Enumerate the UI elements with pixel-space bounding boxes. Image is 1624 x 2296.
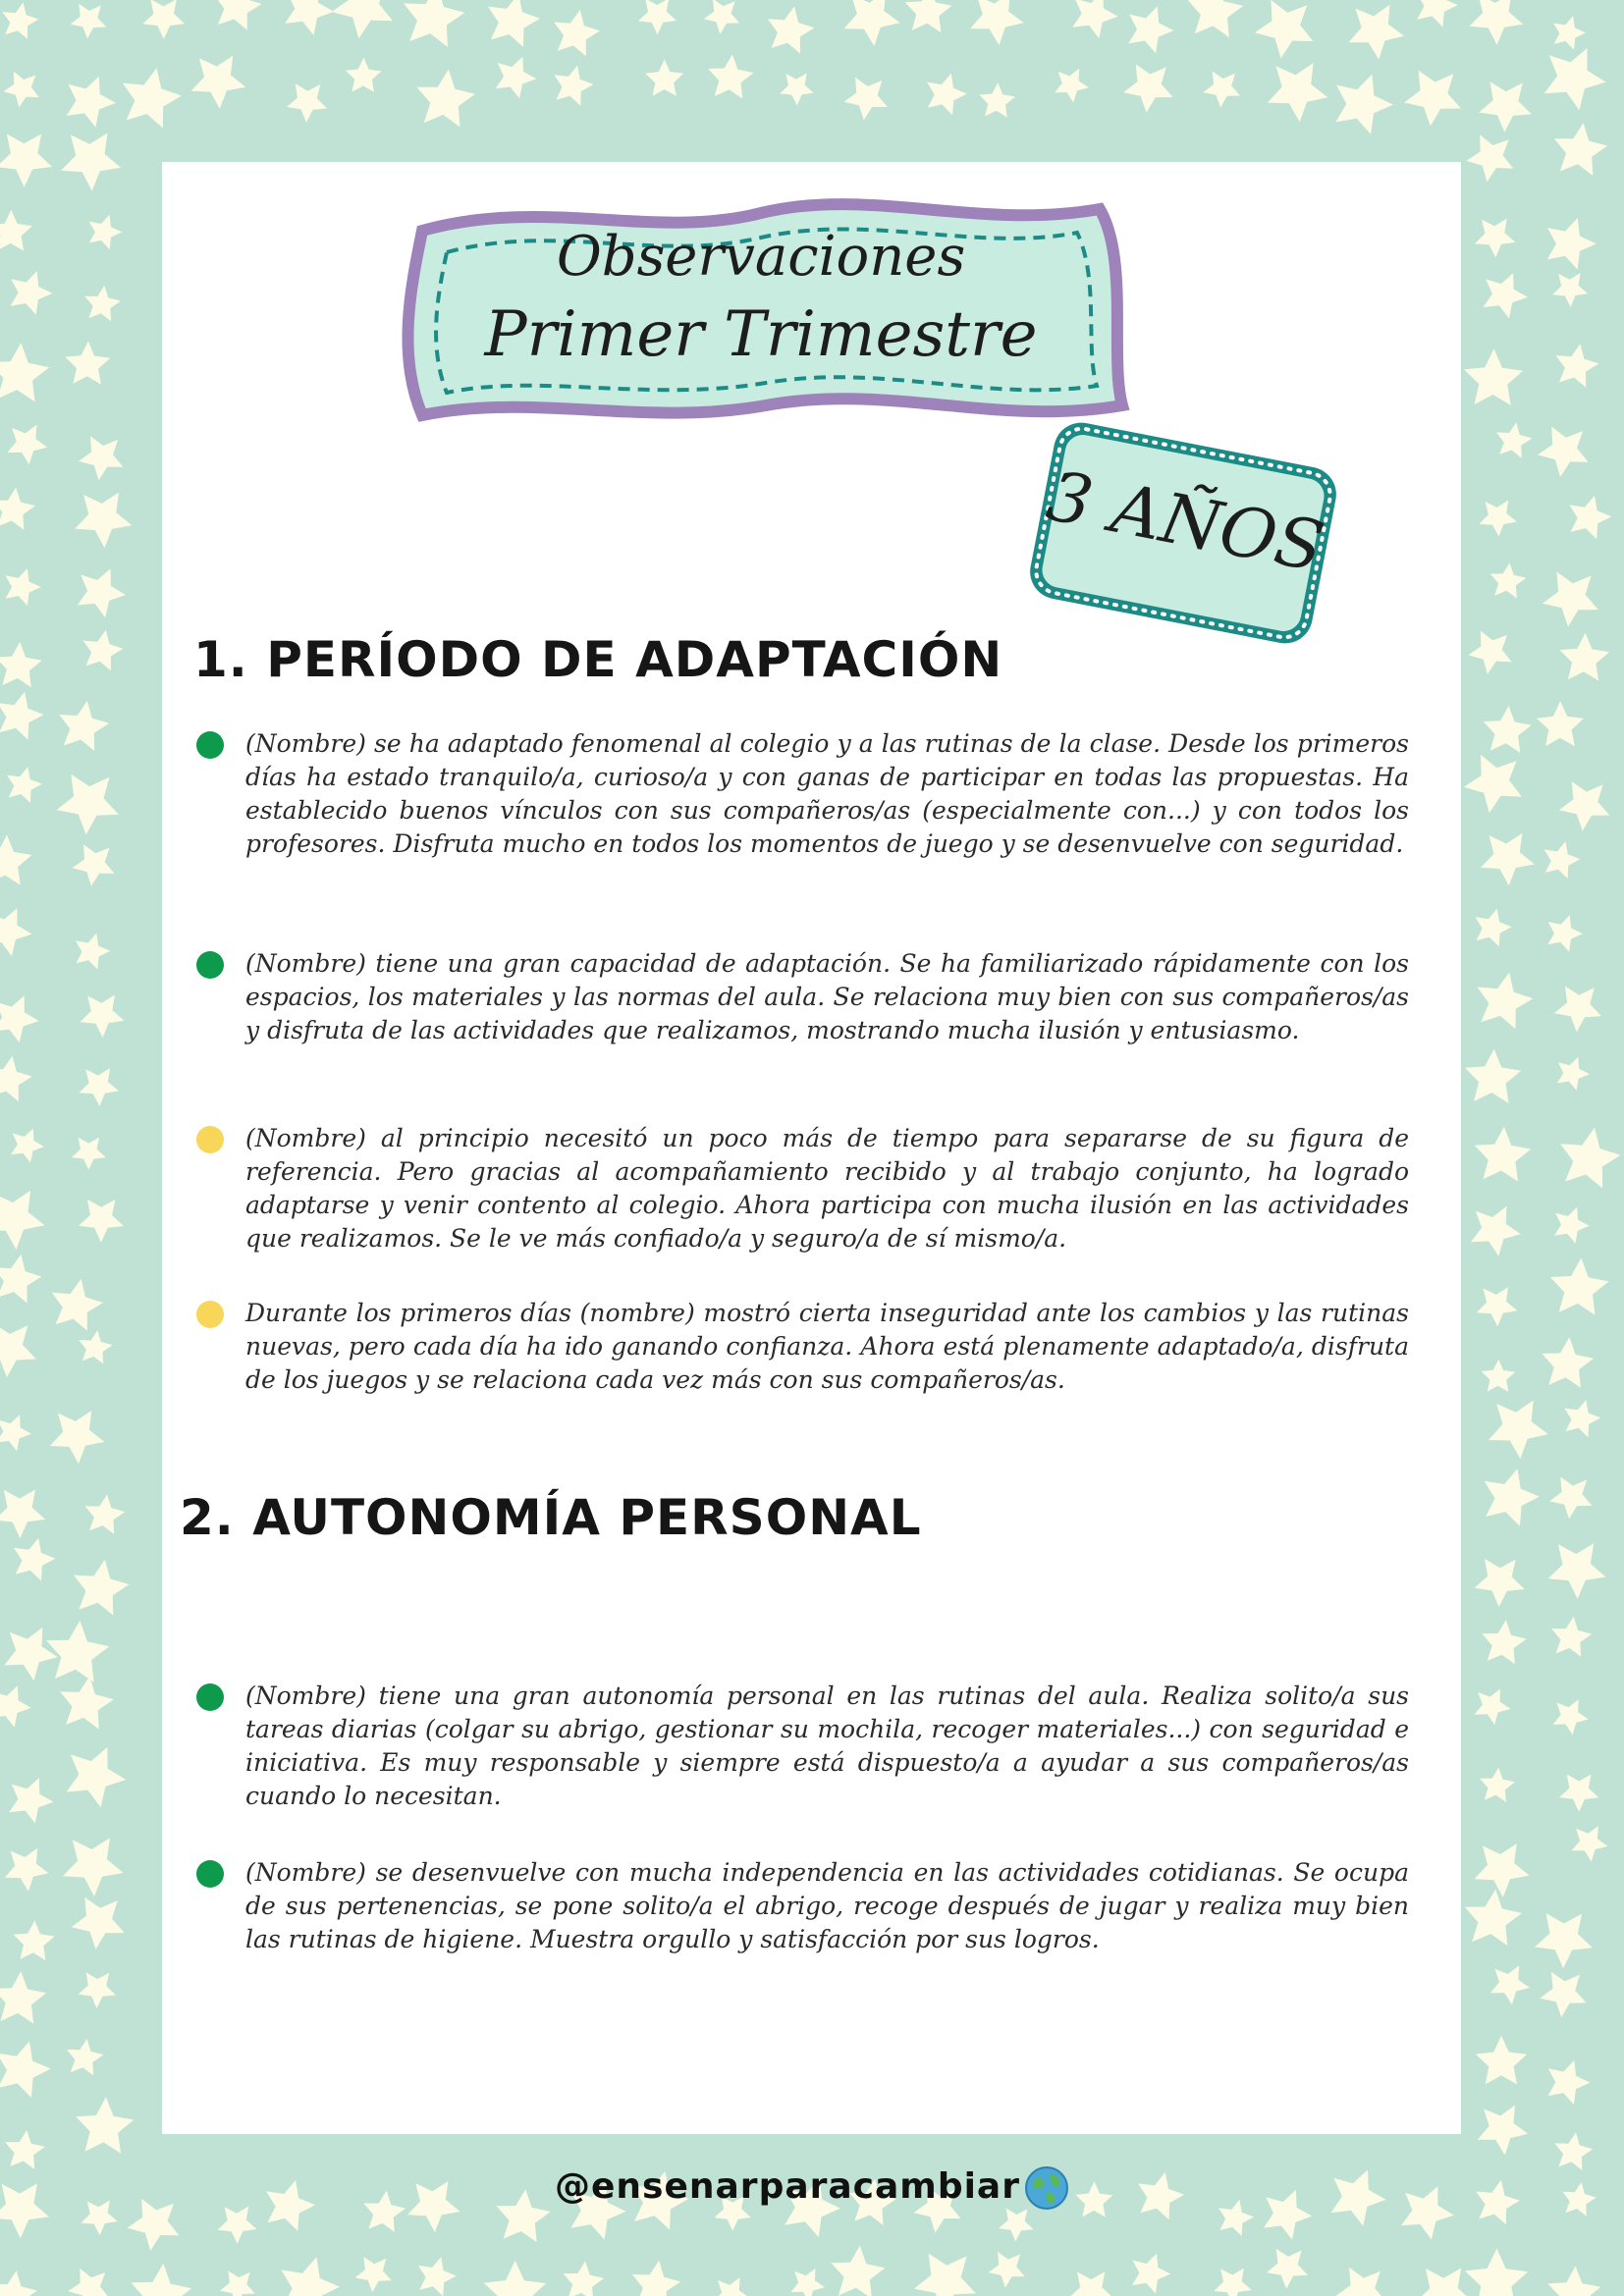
star-decoration (79, 1330, 113, 1363)
star-decoration (67, 2039, 103, 2075)
star-decoration (60, 1676, 114, 1729)
star-decoration (59, 701, 109, 751)
star-decoration (714, 2277, 750, 2296)
star-decoration (844, 78, 888, 121)
star-decoration (632, 2261, 680, 2296)
star-decoration (4, 1628, 58, 1681)
star-decoration (0, 1415, 31, 1451)
green-status-dot (196, 1683, 224, 1711)
star-decoration (1490, 562, 1527, 598)
star-decoration (1537, 701, 1584, 746)
star-decoration (76, 934, 111, 970)
green-status-dot (196, 1860, 224, 1888)
star-decoration (0, 133, 52, 187)
star-decoration (89, 215, 123, 249)
observation-text: (Nombre) tiene una gran autonomía personal en las rutinas del aula. Realiza solito/a sus tareas diarias (colgar su abrigo, gestionar su mochila, recoger materiales...) con seguridad e iniciativa. Es muy responsable y siempre está dispuesto/a a ayudar a sus compañeros/as cuando lo necesitan. (245, 1682, 1409, 1810)
star-decoration (52, 1279, 103, 1331)
star-decoration (1572, 1826, 1608, 1862)
star-decoration (287, 83, 327, 123)
star-decoration (79, 1972, 116, 2008)
star-decoration (979, 82, 1015, 118)
observation-text: (Nombre) al principio necesitó un poco más de tiempo para separarse de su figura de referencia. Pero gracias al acompañamiento recibido y al trabajo conjunto, ha logrado adaptarse y venir contento al colegio. Ahora participa con mucha ilusión en las actividades que realizamos. Se le ve más confiado/a y seguro/a de sí mismo/a. (245, 1124, 1409, 1253)
star-decoration (999, 2209, 1033, 2242)
star-decoration (84, 286, 121, 321)
observation-text: (Nombre) se desenvuelve con mucha independencia en las actividades cotidianas. Se ocupa de sus pertenencias, se pone solito/a el abrigo, recoge después de jugar y realiza muy bien las rutinas de higiene. Muestra orgullo y satisfacción por sus logros. (245, 1858, 1409, 1953)
star-decoration (1475, 1559, 1525, 1607)
star-decoration (0, 1971, 46, 2023)
green-status-dot (196, 731, 224, 759)
star-decoration (0, 1255, 41, 1304)
star-decoration (1538, 427, 1589, 477)
star-decoration (0, 488, 35, 530)
star-decoration (488, 0, 540, 47)
star-decoration (1542, 1337, 1594, 1388)
star-decoration (1540, 1972, 1586, 2017)
star-decoration (1569, 496, 1611, 539)
title-line-2: Primer Trimestre (484, 298, 1038, 371)
star-decoration (1482, 1620, 1527, 1664)
star-decoration (1132, 2254, 1170, 2294)
section-heading-autonomy: 2. AUTONOMÍA PERSONAL (180, 1489, 922, 1546)
star-decoration (80, 1068, 119, 1106)
star-decoration (1474, 1843, 1529, 1897)
star-decoration (79, 1200, 124, 1243)
star-decoration (1478, 973, 1534, 1030)
star-decoration (0, 2041, 51, 2098)
star-decoration (1466, 134, 1513, 182)
star-decoration (1477, 1287, 1518, 1326)
star-decoration (142, 0, 185, 39)
star-decoration (1268, 63, 1328, 122)
star-decoration (9, 1778, 53, 1823)
green-status-dot (196, 951, 224, 979)
star-decoration (78, 568, 126, 617)
star-decoration (0, 343, 49, 401)
star-decoration (1349, 5, 1405, 60)
star-decoration (1544, 48, 1606, 110)
star-decoration (1469, 0, 1523, 45)
star-decoration (1404, 71, 1461, 127)
star-decoration (1255, 0, 1314, 58)
star-decoration (79, 436, 124, 480)
star-decoration (768, 6, 815, 53)
star-decoration (1547, 2266, 1600, 2296)
star-decoration (1335, 75, 1393, 134)
star-decoration (1544, 841, 1581, 879)
star-decoration (1554, 123, 1607, 176)
star-decoration (14, 1538, 56, 1581)
list-item (196, 727, 1409, 861)
star-decoration (46, 1621, 109, 1682)
star-decoration (1547, 915, 1583, 951)
star-decoration (74, 1560, 130, 1616)
star-decoration (63, 1838, 124, 1896)
star-decoration (704, 0, 739, 34)
star-decoration (6, 568, 41, 606)
star-decoration (1415, 2268, 1473, 2296)
star-decoration (832, 2246, 886, 2296)
star-decoration (1556, 344, 1599, 387)
star-decoration (1214, 2269, 1251, 2296)
star-decoration (790, 2269, 825, 2296)
star-decoration (0, 642, 42, 687)
list-item (196, 1680, 1409, 1813)
star-decoration (417, 70, 476, 128)
star-decoration (989, 2252, 1025, 2288)
star-decoration (76, 2097, 134, 2153)
star-decoration (218, 2207, 257, 2244)
star-decoration (1475, 1127, 1531, 1182)
star-decoration (645, 60, 683, 96)
star-decoration (11, 1129, 44, 1163)
star-decoration (61, 133, 121, 190)
star-decoration (1478, 2106, 1529, 2156)
star-decoration (1560, 633, 1610, 681)
list-item (196, 1856, 1409, 1956)
star-decoration (0, 995, 39, 1042)
star-decoration (57, 774, 119, 835)
star-decoration (0, 210, 32, 251)
star-decoration (346, 58, 382, 92)
age-badge (1021, 413, 1346, 653)
observation-text: Durante los primeros días (nombre) mostró cierta inseguridad ante los cambios y las rutinas nuevas, pero cada día ha ido ganando confianza. Ahora está plenamente adaptado/a, disfruta de los juegos y se relaciona cada vez más con sus compañeros/as. (245, 1299, 1409, 1394)
star-decoration (5, 2130, 45, 2169)
star-decoration (554, 66, 593, 106)
star-decoration (80, 995, 124, 1038)
star-decoration (85, 1494, 126, 1534)
star-decoration (1564, 1400, 1600, 1437)
star-decoration (404, 0, 465, 47)
star-decoration (2, 2, 38, 38)
section-heading-adaptation: 1. PERÍODO DE ADAPTACIÓN (193, 631, 1003, 688)
star-decoration (1468, 631, 1511, 674)
star-decoration (1475, 219, 1515, 258)
star-decoration (72, 1897, 125, 1949)
star-decoration (1465, 1890, 1522, 1946)
star-decoration (905, 0, 952, 32)
star-decoration (1475, 1689, 1511, 1726)
star-decoration (1055, 69, 1089, 103)
star-decoration (0, 1490, 45, 1539)
star-decoration (0, 1056, 32, 1102)
star-decoration (1559, 1775, 1598, 1812)
star-decoration (1188, 0, 1244, 37)
star-decoration (1553, 1699, 1589, 1735)
star-decoration (927, 74, 967, 115)
star-decoration (1554, 987, 1601, 1033)
star-decoration (844, 0, 900, 46)
star-decoration (1072, 0, 1117, 38)
star-decoration (1465, 1049, 1521, 1103)
page-title (378, 221, 1144, 376)
star-decoration (1554, 1207, 1590, 1244)
star-decoration (7, 767, 42, 803)
age-badge-label: 3 AÑOS (1041, 454, 1330, 588)
star-decoration (1551, 1617, 1592, 1657)
star-decoration (564, 2261, 605, 2296)
star-decoration (0, 1685, 31, 1728)
star-decoration (332, 0, 393, 38)
star-decoration (67, 77, 116, 128)
star-decoration (1464, 755, 1522, 813)
star-decoration (1471, 1206, 1521, 1256)
star-decoration (484, 2261, 547, 2296)
observation-text: (Nombre) tiene una gran capacidad de adaptación. Se ha familiarizado rápidamente con los espacios, los materiales y las normas del aula. Se relaciona muy bien con sus compañeros/as y disfruta de las actividades que realizamos, mostrando mucha ilusión y entusiasmo. (245, 949, 1409, 1044)
star-decoration (72, 1138, 106, 1170)
star-decoration (65, 342, 110, 385)
star-decoration (708, 54, 753, 98)
star-decoration (355, 2257, 392, 2292)
star-decoration (1481, 833, 1535, 885)
list-item (196, 947, 1409, 1047)
star-decoration (1553, 16, 1586, 50)
star-decoration (1417, 0, 1458, 27)
yellow-status-dot (196, 1126, 224, 1153)
star-decoration (1068, 2271, 1113, 2296)
star-decoration (1547, 218, 1597, 270)
star-decoration (0, 1323, 36, 1377)
yellow-status-dot (196, 1301, 224, 1328)
star-decoration (1484, 273, 1528, 318)
star-decoration (3, 72, 38, 108)
star-decoration (554, 10, 600, 56)
star-decoration (1465, 2249, 1528, 2296)
star-decoration (780, 74, 814, 106)
star-decoration (7, 425, 47, 465)
star-decoration (1475, 909, 1511, 947)
star-decoration (496, 57, 537, 99)
star-decoration (11, 271, 53, 315)
star-decoration (1128, 7, 1173, 54)
star-decoration (5, 1848, 49, 1892)
star-decoration (191, 56, 246, 109)
star-decoration (0, 835, 32, 885)
star-decoration (1559, 781, 1609, 830)
star-decoration (123, 68, 182, 128)
star-decoration (1557, 1057, 1590, 1091)
globe-icon (1024, 2165, 1069, 2211)
star-decoration (0, 692, 44, 740)
star-decoration (0, 908, 32, 956)
star-decoration (1535, 1913, 1593, 1968)
star-decoration (970, 0, 1024, 45)
star-decoration (1482, 1360, 1516, 1392)
star-decoration (73, 844, 115, 886)
star-decoration (214, 0, 262, 30)
star-decoration (0, 1191, 45, 1250)
star-decoration (1485, 1468, 1540, 1525)
star-decoration (1548, 1543, 1606, 1599)
star-decoration (75, 493, 132, 549)
star-decoration (1336, 2268, 1386, 2296)
star-decoration (83, 630, 124, 671)
star-decoration (1123, 64, 1172, 112)
star-decoration (0, 2270, 37, 2296)
star-decoration (1548, 2060, 1591, 2105)
star-decoration (67, 1747, 127, 1808)
content-page (162, 162, 1461, 2134)
star-decoration (1550, 1258, 1609, 1315)
star-decoration (1490, 1965, 1530, 2004)
star-decoration (638, 0, 677, 34)
star-decoration (1496, 422, 1532, 457)
star-decoration (68, 2269, 109, 2296)
star-decoration (71, 4, 107, 39)
star-decoration (50, 1411, 105, 1464)
observation-text: (Nombre) se ha adaptado fenomenal al colegio y a las rutinas de la clase. Desde los primeros días ha estado tranquilo/a, curioso/a y con ganas de participar en todas las propuestas. Ha establecido buenos vínculos con sus compañeros/as (especialmente con...) y con todos los profesores. Disfruta mucho en todos los momentos de juego y se desenvuelve con seguridad. (245, 729, 1409, 858)
star-decoration (914, 2254, 976, 2296)
star-decoration (1480, 501, 1517, 537)
star-decoration (285, 0, 334, 35)
star-decoration (1549, 1477, 1593, 1520)
star-decoration (1489, 1400, 1548, 1459)
instagram-handle: @ensenarparacambiar (555, 2166, 1020, 2207)
star-decoration (1476, 2036, 1527, 2085)
star-decoration (1479, 81, 1532, 133)
star-decoration (418, 2257, 457, 2296)
star-decoration (1267, 2249, 1308, 2289)
title-line-1: Observaciones (556, 225, 966, 289)
list-item (196, 1122, 1409, 1255)
list-item (196, 1297, 1409, 1397)
star-decoration (1552, 273, 1588, 307)
star-decoration (281, 2257, 340, 2296)
star-decoration (220, 2270, 255, 2296)
footer-handle (0, 2165, 1624, 2211)
star-decoration (1203, 72, 1240, 108)
star-decoration (1543, 572, 1598, 627)
star-decoration (1560, 1128, 1621, 1189)
star-decoration (1480, 1768, 1515, 1803)
star-decoration (14, 1920, 55, 1960)
star-decoration (1484, 706, 1532, 753)
star-decoration (1464, 348, 1523, 405)
star-decoration (131, 2264, 191, 2296)
